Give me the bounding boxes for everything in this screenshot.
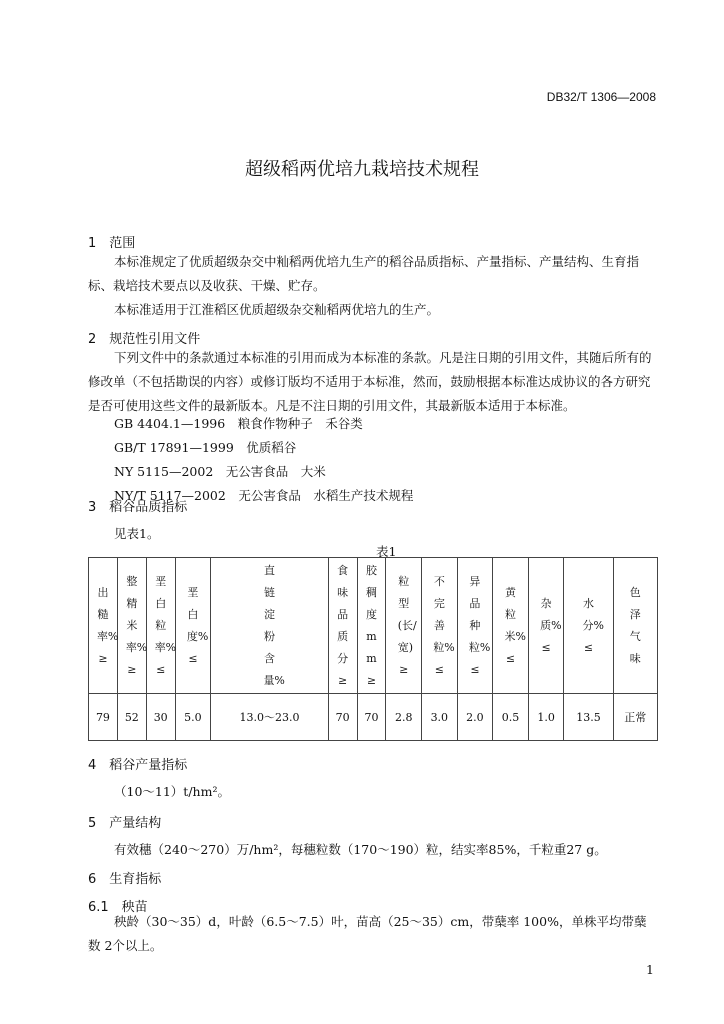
section-3-para: 见表1。: [114, 526, 160, 541]
table-header-cell: [528, 558, 564, 694]
table-cell: 70: [328, 694, 357, 741]
table-caption: 表1: [376, 544, 397, 559]
table-cell: 3.0: [422, 694, 458, 741]
table-header-cell: [328, 558, 357, 694]
table-cell: 1.0: [528, 694, 564, 741]
table-header-cell: [146, 558, 175, 694]
header-label: 胶稠度mm≥: [365, 563, 377, 687]
table-header-cell: [89, 558, 118, 694]
table-cell: 13.5: [564, 694, 613, 741]
table-cell: 2.0: [457, 694, 493, 741]
table-header-cell: [386, 558, 422, 694]
table-header-cell: [422, 558, 458, 694]
table-cell: 70: [357, 694, 386, 741]
header-label: 不完善粒%≤: [433, 574, 455, 676]
table-header-cell: [613, 558, 657, 694]
table-header-cell: [357, 558, 386, 694]
table-cell: 2.8: [386, 694, 422, 741]
section-6-1-heading: 6.1 秧苗: [88, 900, 148, 915]
header-label: 杂质%≤: [540, 596, 562, 654]
section-3-heading: 3 稻谷品质指标: [88, 500, 188, 515]
table-header-cell: [175, 558, 211, 694]
header-label: 出糙率%≥: [96, 585, 119, 665]
table-cell: 0.5: [493, 694, 529, 741]
header-label: 异品种粒%≤: [468, 574, 491, 676]
header-label: 黄粒米%≤: [504, 585, 526, 665]
reference-item: NY/T 5117—2002 无公害食品 水稻生产技术规程: [114, 488, 414, 503]
page-number: 1: [646, 962, 654, 977]
section-5-para: 有效穗（240～270）万/hm²，每穗粒数（170～190）粒，结实率85%，千粒重27 g。: [114, 842, 607, 857]
section-2-para: 下列文件中的条款通过本标准的引用而成为本标准的条款。凡是注日期的引用文件，其随后所有的修改单（不包括勘误的内容）或修订版均不适用于本标准，然而，鼓励根据本标准达成协议的各方研究是否可使用这些文件的最新版本。凡是不注日期的引用文件，其最新版本适用于本标准。: [88, 350, 652, 413]
table-header-cell: [493, 558, 529, 694]
header-label: 水分%≤: [582, 596, 604, 654]
table-cell: 30: [146, 694, 175, 741]
doc-code: DB32/T 1306—2008: [546, 90, 656, 104]
header-label: 色泽气味: [629, 585, 641, 665]
section-4-heading: 4 稻谷产量指标: [88, 758, 188, 773]
quality-table: [88, 557, 658, 741]
header-label: 直链淀粉含量%: [263, 563, 285, 687]
section-1-para: 本标准适用于江淮稻区优质超级杂交籼稻两优培九的生产。: [114, 302, 440, 317]
table-header-cell: [564, 558, 613, 694]
section-1-heading: 1 范围: [88, 236, 136, 251]
section-6-1-para: 秧龄（30～35）d，叶龄（6.5～7.5）叶，苗高（25～35）cm，带蘖率 100%，单株平均带蘖数 2个以上。: [88, 914, 647, 953]
section-5-heading: 5 产量结构: [88, 816, 162, 831]
header-label: 垩白粒率%≤: [154, 574, 177, 676]
table-cell: 52: [117, 694, 146, 741]
header-label: 粒型(长/宽)≥: [397, 574, 417, 676]
reference-item: GB/T 17891—1999 优质稻谷: [114, 440, 297, 455]
reference-item: NY 5115—2002 无公害食品 大米: [114, 464, 326, 479]
table-cell: 79: [89, 694, 118, 741]
header-label: 整精米率%≥: [125, 574, 148, 676]
section-2-heading: 2 规范性引用文件: [88, 332, 201, 347]
section-4-para: （10～11）t/hm²。: [114, 784, 230, 799]
header-label: 垩白度%≤: [186, 585, 209, 665]
table-header-row: [89, 558, 658, 694]
table-header-cell: [117, 558, 146, 694]
table-row: [89, 694, 658, 741]
table-header-cell: [457, 558, 493, 694]
header-label: 食味品质分≥: [337, 563, 349, 687]
section-1-para: 本标准规定了优质超级杂交中籼稻两优培九生产的稻谷品质指标、产量指标、产量结构、生育指标、栽培技术要点以及收获、干燥、贮存。: [88, 254, 640, 293]
section-6-heading: 6 生育指标: [88, 872, 162, 887]
table-cell: 正常: [613, 694, 657, 741]
table-cell: 13.0～23.0: [211, 694, 328, 741]
table-header-cell: [211, 558, 328, 694]
page-title: 超级稻两优培九栽培技术规程: [245, 159, 479, 180]
table-cell: 5.0: [175, 694, 211, 741]
reference-item: GB 4404.1—1996 粮食作物种子 禾谷类: [114, 416, 363, 431]
